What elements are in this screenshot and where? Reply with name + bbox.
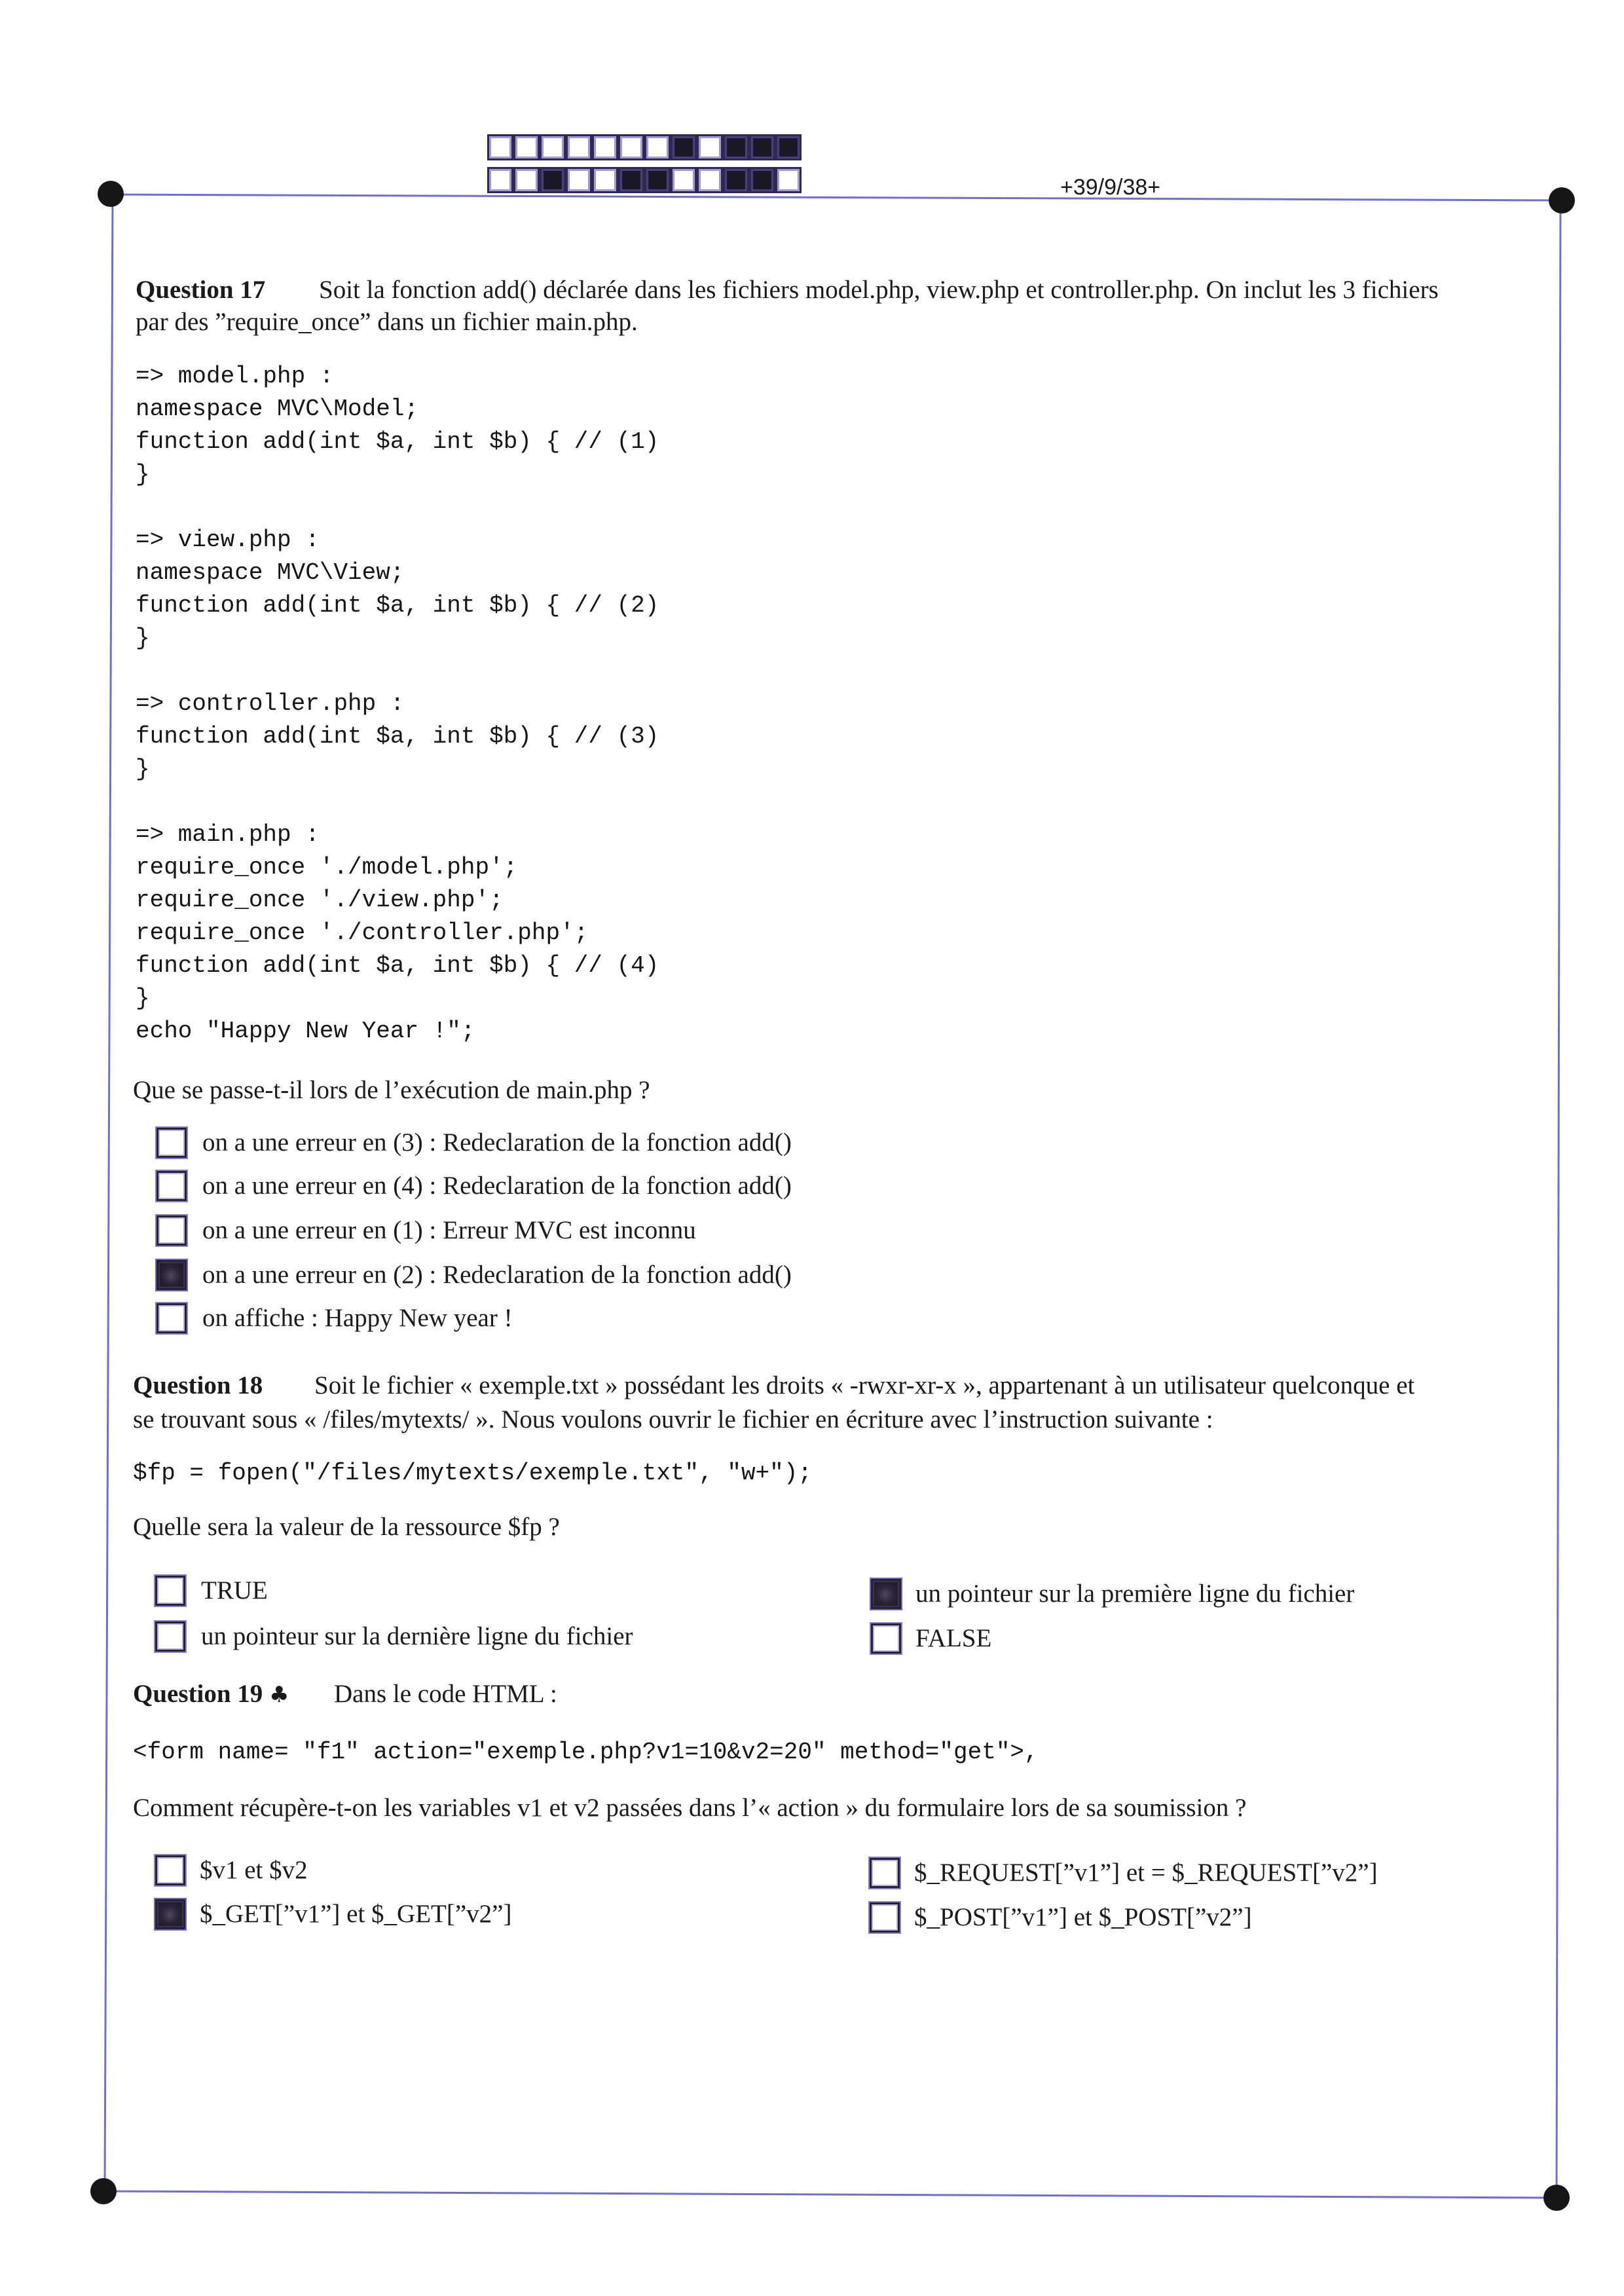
barcode-box bbox=[618, 167, 644, 193]
answer-text: $v1 et $v2 bbox=[200, 1856, 308, 1884]
corner-mark-top-right bbox=[1549, 187, 1575, 213]
question-19-statement-line bbox=[133, 1678, 557, 1711]
barcode-box bbox=[723, 167, 749, 193]
barcode-box bbox=[513, 167, 540, 193]
answer-checkbox[interactable] bbox=[155, 1899, 185, 1929]
barcode-box bbox=[749, 167, 775, 193]
barcode-box bbox=[592, 134, 618, 160]
barcode-box bbox=[618, 134, 644, 160]
answer-text: on a une erreur en (1) : Erreur MVC est inconnu bbox=[202, 1216, 696, 1244]
barcode-box bbox=[671, 167, 697, 193]
corner-mark-top-left bbox=[98, 181, 124, 207]
page-barcode bbox=[487, 134, 802, 200]
answer-text: $_REQUEST[”v1”] et = $_REQUEST[”v2”] bbox=[914, 1859, 1378, 1887]
barcode-box bbox=[671, 134, 697, 160]
code-block: <form name= "f1" action="exemple.php?v1=10&v2=20" method="get">, bbox=[133, 1739, 1039, 1766]
statement-text: Soit le fichier « exemple.txt » possédant les droits « -rwxr-xr-x », appartenant à un utilisateur quelconque et bbox=[314, 1371, 1415, 1399]
code-block: $fp = fopen("/files/mytexts/exemple.txt", "w+"); bbox=[133, 1460, 812, 1487]
question-17-statement-line bbox=[136, 274, 1439, 306]
question-label: Question 19 bbox=[133, 1680, 263, 1708]
barcode-box bbox=[487, 167, 513, 193]
frame-top-line bbox=[111, 194, 1562, 200]
barcode-box bbox=[723, 134, 749, 160]
frame-bottom-line bbox=[103, 2191, 1557, 2198]
answer-text: on affiche : Happy New year ! bbox=[202, 1304, 513, 1332]
answer-text: on a une erreur en (3) : Redeclaration de la fonction add() bbox=[202, 1128, 792, 1157]
question-prompt: Que se passe-t-il lors de l’exécution de main.php ? bbox=[133, 1076, 650, 1104]
answer-text: FALSE bbox=[915, 1624, 992, 1652]
frame-right-line bbox=[1557, 200, 1560, 2198]
question-prompt: Quelle sera la valeur de la ressource $fp ? bbox=[133, 1513, 560, 1541]
question-prompt: Comment récupère-t-on les variables v1 et v2 passées dans l’« action » du formulaire lors de sa soumission ? bbox=[133, 1794, 1247, 1822]
question-18-statement-line bbox=[133, 1369, 1414, 1401]
answer-checkbox[interactable] bbox=[155, 1621, 185, 1652]
statement-text: Soit la fonction add() déclarée dans les fichiers model.php, view.php et controller.php. On inclut les 3 fichiers bbox=[319, 276, 1439, 304]
code-block: => model.php : namespace MVC\Model; function add(int $a, int $b) { // (1) } => view.php : namespace MVC\View; function add(int $a, int $b) { // (2) } => controller.php : function add(int $a, int $b) { // (3) } => main.php : require_once './model.php'; require_once './view.php'; require_once './controller.php'; function add(int $a, int $b) { // (4) } echo "Happy New Year !"; bbox=[136, 363, 659, 1045]
answer-checkbox[interactable] bbox=[870, 1902, 900, 1933]
answer-checkbox[interactable] bbox=[155, 1576, 185, 1606]
page-code: +39/9/38+ bbox=[1060, 175, 1161, 200]
answer-checkbox[interactable] bbox=[870, 1858, 900, 1888]
answer-checkbox[interactable] bbox=[157, 1215, 187, 1246]
answer-text: $_POST[”v1”] et $_POST[”v2”] bbox=[914, 1903, 1252, 1931]
barcode-box bbox=[513, 134, 540, 160]
barcode-box bbox=[540, 134, 566, 160]
barcode-row bbox=[487, 167, 802, 193]
answer-text: un pointeur sur la dernière ligne du fichier bbox=[201, 1622, 633, 1650]
answer-checkbox[interactable] bbox=[871, 1623, 901, 1654]
corner-mark-bottom-left bbox=[90, 2178, 117, 2204]
answer-checkbox[interactable] bbox=[157, 1260, 187, 1290]
barcode-box bbox=[775, 167, 802, 193]
statement-text: Dans le code HTML : bbox=[334, 1680, 557, 1708]
barcode-box bbox=[644, 134, 671, 160]
barcode-box bbox=[644, 167, 671, 193]
barcode-box bbox=[697, 167, 723, 193]
statement-text: se trouvant sous « /files/mytexts/ ». Nous voulons ouvrir le fichier en écriture avec l’instruction suivante : bbox=[133, 1405, 1213, 1434]
barcode-box bbox=[749, 134, 775, 160]
answer-text: $_GET[”v1”] et $_GET[”v2”] bbox=[200, 1900, 512, 1928]
barcode-box bbox=[775, 134, 802, 160]
barcode-box bbox=[540, 167, 566, 193]
answer-checkbox[interactable] bbox=[871, 1579, 901, 1609]
question-label: Question 18 bbox=[133, 1371, 263, 1399]
answer-text: TRUE bbox=[201, 1576, 268, 1604]
barcode-box bbox=[697, 134, 723, 160]
answer-text: on a une erreur en (2) : Redeclaration de la fonction add() bbox=[202, 1261, 792, 1289]
corner-mark-bottom-right bbox=[1543, 2185, 1570, 2211]
question-label-group bbox=[133, 1678, 334, 1711]
multiple-answers-club-icon: ♣ bbox=[269, 1682, 289, 1708]
barcode-box bbox=[592, 167, 618, 193]
statement-text: par des ”require_once” dans un fichier main.php. bbox=[136, 308, 638, 336]
answer-text: on a une erreur en (4) : Redeclaration de la fonction add() bbox=[202, 1172, 792, 1200]
barcode-row bbox=[487, 134, 802, 160]
answer-checkbox[interactable] bbox=[157, 1303, 187, 1333]
answer-checkbox[interactable] bbox=[157, 1171, 187, 1201]
barcode-box bbox=[566, 134, 592, 160]
barcode-box bbox=[487, 134, 513, 160]
answer-checkbox[interactable] bbox=[155, 1855, 185, 1885]
frame-left-line bbox=[105, 194, 113, 2191]
barcode-box bbox=[566, 167, 592, 193]
question-label: Question 17 bbox=[136, 276, 266, 304]
answer-checkbox[interactable] bbox=[157, 1128, 187, 1158]
answer-text: un pointeur sur la première ligne du fichier bbox=[915, 1580, 1355, 1608]
